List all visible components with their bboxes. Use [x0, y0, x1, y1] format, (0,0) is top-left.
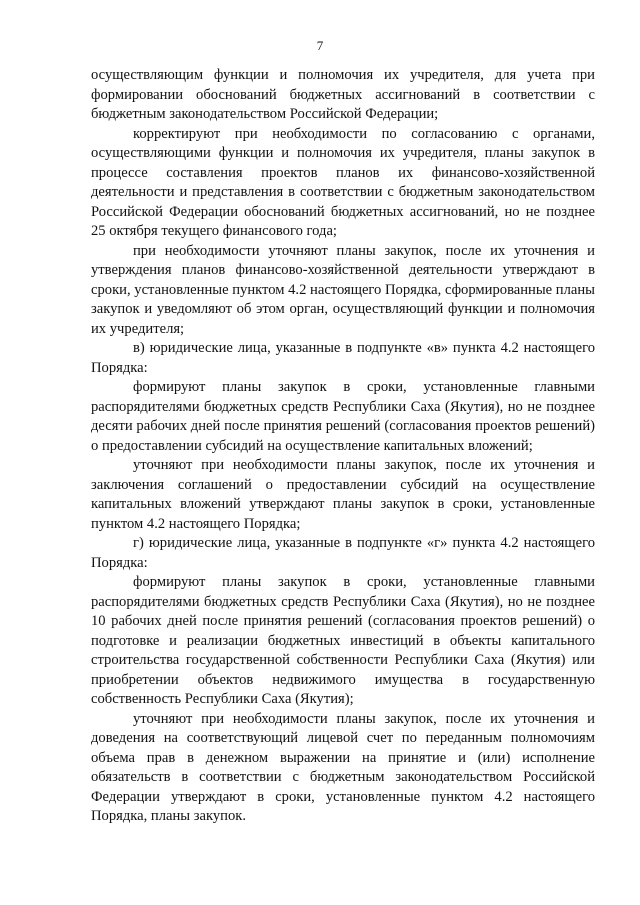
paragraph-continuation: осуществляющим функции и полномочия их учредителя, для учета при формировании обоснований бюджетных ассигнований в соответствии с бюджетным законодательством Российской Федерации;	[91, 67, 595, 122]
paragraph: уточняют при необходимости планы закупок, после их уточнения и заключения соглашений о предоставлении субсидий на осуществление капитальных вложений утверждают планы закупок в сроки, установленные пунктом 4.2 настоящего Порядка;	[91, 457, 595, 532]
paragraph: формируют планы закупок в сроки, установленные главными распорядителями бюджетных средств Республики Саха (Якутия), но не позднее десяти рабочих дней после принятия решений (согласования проектов решений) о предоставлении субсидий на осуществление капитальных вложений;	[91, 379, 595, 454]
paragraph: уточняют при необходимости планы закупок, после их уточнения и доведения на соответствующий лицевой счет по переданным полномочиям объема прав в денежном выражении на принятие и (или) исполнение обязательств в соответствии с бюджетным законодательством Российской Федерации утверждают в сроки, установленные пунктом 4.2 настоящего Порядка, планы закупок.	[91, 710, 595, 824]
subpoint-heading-v: в) юридические лица, указанные в подпункте «в» пункта 4.2 настоящего Порядка:	[91, 340, 595, 376]
paragraph: при необходимости уточняют планы закупок, после их уточнения и утверждения планов финансово-хозяйственной деятельности утверждают в сроки, установленные пунктом 4.2 настоящего Порядка, сформированные планы закупок и уведомляют об этом орган, осуществляющий функции и полномочия их учредителя;	[91, 242, 595, 337]
page-number: 7	[316, 38, 324, 53]
document-body	[91, 66, 595, 827]
paragraph: корректируют при необходимости по согласованию с органами, осуществляющими функции и полномочия их учредителя, планы закупок в процессе составления проектов планов их финансово-хозяйственной деятельности и представления в соответствии с бюджетным законодательством Российской Федерации обоснований бюджетных ассигнований, но не позднее 25 октября текущего финансового года;	[91, 125, 595, 239]
paragraph: формируют планы закупок в сроки, установленные главными распорядителями бюджетных средств Республики Саха (Якутия), но не позднее 10 рабочих дней после принятия решений (согласования проектов решений) о подготовке и реализации бюджетных инвестиций в объекты капитального строительства государственной собственности Республики Саха (Якутия) или приобретении объектов недвижимого имущества в государственную собственность Республики Саха (Якутия);	[91, 574, 595, 707]
subpoint-heading-g: г) юридические лица, указанные в подпункте «г» пункта 4.2 настоящего Порядка:	[91, 535, 595, 571]
